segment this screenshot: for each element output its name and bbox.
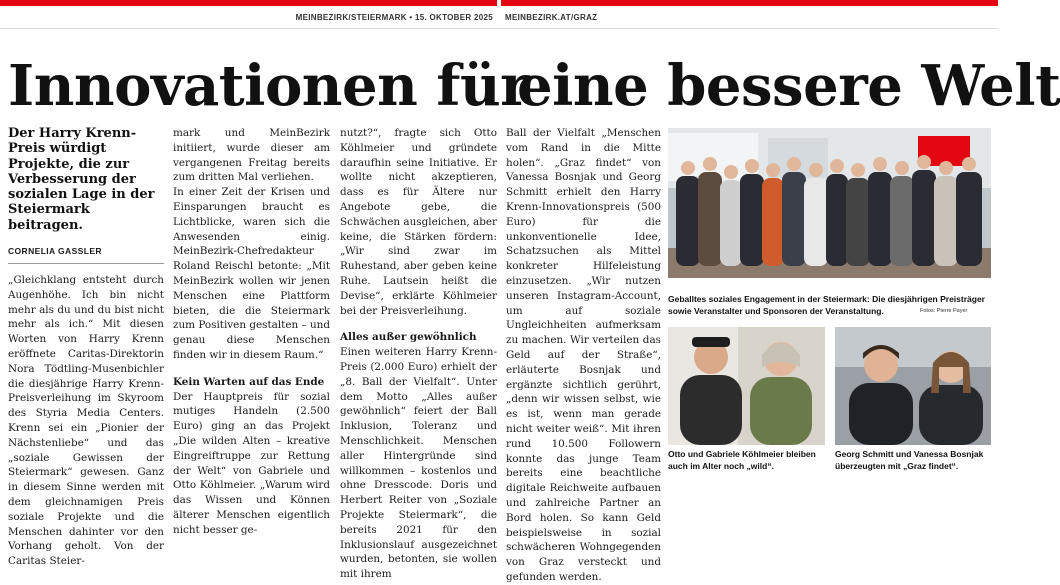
top-accent-bar-right (501, 0, 998, 6)
headline-left: Innovationen für (8, 53, 530, 119)
article-column-3 (340, 126, 497, 582)
photo-credit: Fotos: Pierre Payer (920, 308, 968, 314)
body-text: nutzt?“, fragte sich Otto Köhlmeier und gründete daraufhin seine Initiative. Er wollte nicht akzeptieren, dass es für Ältere nur Angebote gebe, die Schwächen ausgleichen, aber keine, die Stärken fördern: „Wir sind zwar im Ruhestand, aber geben keine Ruhe. Lautsein heißt die Devise“, erklärte Köhlmeier bei der Preisverleihung. (340, 127, 497, 317)
photo-caption-kohlmeier: Otto und Gabriele Köhlmeier bleiben auch im Alter noch „wild“. (668, 449, 816, 471)
subheading: Kein Warten auf das Ende (173, 375, 325, 388)
top-accent-bar-left (0, 0, 497, 6)
author-byline: CORNELIA GASSLER (8, 246, 102, 257)
header-divider (0, 28, 998, 29)
body-text: In einer Zeit der Krisen und Einsparungen braucht es Lichtblicke, waren sich die Anwesenden einig. MeinBezirk-Chefredakteur Roland Reischl betonte: „Mit MeinBezirk wollen wir jenen Menschen eine Plattform bieten, die die Steiermark zum Positiven gestalten – und genau diese Menschen finden wir in diesem Raum.“ (173, 186, 330, 361)
subheading: Alles außer gewöhnlich (340, 331, 477, 344)
headline-right: eine bessere Welt (517, 53, 1060, 119)
photo-caption-schmitt: Georg Schmitt und Vanessa Bosnjak überzeugten mit „Graz findet“. (835, 449, 984, 471)
article-column-4 (506, 126, 661, 585)
article-column-2 (173, 126, 330, 538)
page-header-right: MEINBEZIRK.AT/GRAZ (505, 13, 598, 22)
byline-rule (8, 263, 164, 264)
body-text: „Gleichklang entsteht durch Augenhöhe. Ich bin nicht mehr als du und du bist nicht mehr als ich.“ Mit diesen Worten von Harry Krenn eröffnete Caritas-Direktorin Nora Tödtling-Musenbichler die diesjährige Harry Krenn-Preisverleihung im Skyroom des Styria Media Centers. Krenn sei ein „Pionier der Nächstenliebe“ und das „soziale Gewissen der Steiermark“ gewesen. Ganz in diesem Sinne werden mit dem gleichnamigen Preis soziale Projekte und die Menschen dahinter vor den Vorhang geholt. Von der Caritas Steier- (8, 274, 164, 568)
article-column-1 (8, 126, 164, 569)
body-text: Einen weiteren Harry Krenn-Preis (2.000 Euro) erhielt der „8. Ball der Vielfalt“. Unter dem Motto „Alles außer gewöhnlich“ feiert der Ball Inklusion, Toleranz und Menschlichkeit. Menschen aller Hintergründe sind willkommen – kostenlos und ohne Dresscode. Doris und Herbert Reiter von „Soziale Projekte Steiermark“, die bereits 2021 für den Inklusionslauf ausgezeichnet wurden, betonten, sie wollen mit ihrem (340, 346, 497, 581)
body-text: mark und MeinBezirk initiiert, wurde dieser am vergangenen Freitag bereits zum dritten Mal verliehen. (173, 127, 330, 184)
page-header-left: MEINBEZIRK/STEIERMARK • 15. OKTOBER 2025 (295, 13, 493, 22)
photo-caption-main: Geballtes soziales Engagement in der Steiermark: Die diesjährigen Preisträger sowie Veranstalter und Sponsoren der Veranstaltung. (668, 294, 985, 316)
kohlmeier-photo (668, 327, 825, 445)
body-text: Ball der Vielfalt „Menschen vom Rand in die Mitte holen“. „Graz findet“ von Vanessa Bosnjak und Georg Schmitt erhielt den Harry Krenn-Innovationspreis (500 Euro) für die unkonventionelle Idee, Schatzsuchen als Mittel konkreter Hilfeleistung einzusetzen. „Wir nutzen unseren Instagram-Account, um auf soziale Ungleichheiten aufmerksam zu machen. Wir verteilen das Geld auf der Straße“, erläuterte Bosnjak und ergänzte sichtlich gerührt, „denn wir wissen selbst, wie es ist, wenn man gerade nicht weiter weiß“. Mit ihren rund 10.500 Followern konnte das junge Team bereits eine beachtliche digitale Reichweite aufbauen und zahlreiche Partner an Bord holen. So kann Geld beispielsweise in sozial schwächeren Wohngegenden von Graz versteckt und gefunden werden. (506, 127, 661, 583)
group-photo (668, 128, 991, 278)
article-lead: Der Harry Krenn-Preis würdigt Projekte, die zur Verbesserung der sozialen Lage in der Steiermark beitragen. (8, 126, 155, 233)
body-text: Der Hauptpreis für sozial mutiges Handeln (2.500 Euro) ging an das Projekt „Die wilden Alten – kreative Eingreiftruppe zur Rettung der Welt“ von Gabriele und Otto Köhlmeier. „Warum wird das Wissen und Können älterer Menschen eigentlich nicht besser ge- (173, 390, 330, 536)
schmitt-bosnjak-photo (835, 327, 991, 445)
